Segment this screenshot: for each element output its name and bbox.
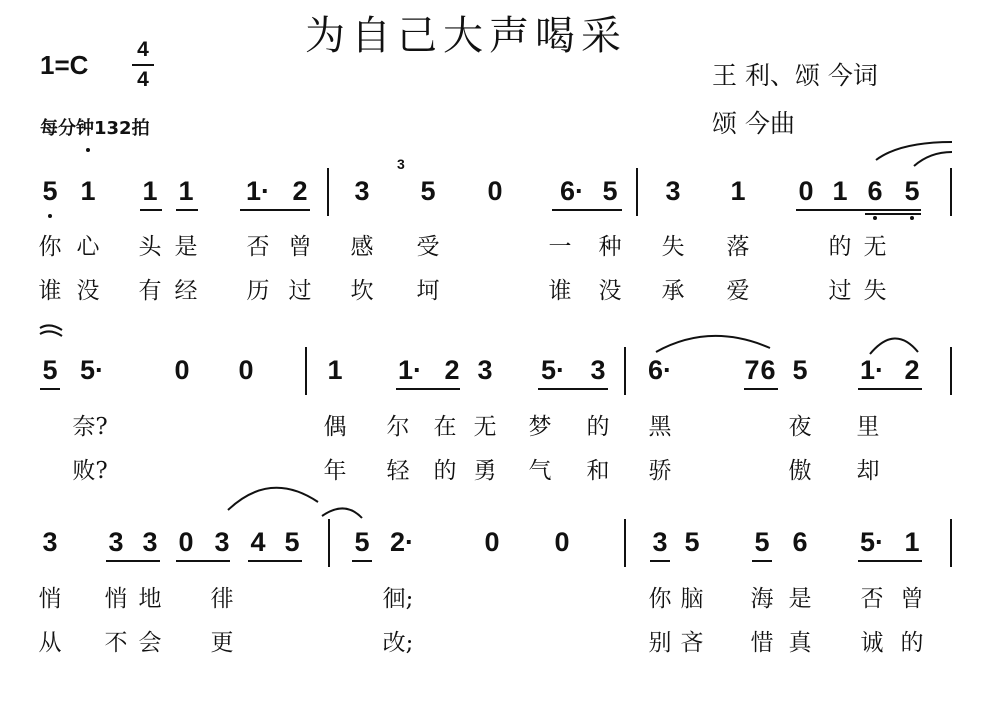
lyric: 却 — [856, 458, 880, 484]
note: 2 — [444, 355, 460, 385]
barline — [327, 168, 329, 216]
note: 0 — [798, 176, 814, 206]
lyric: 你 — [38, 234, 62, 260]
staff-row-3 — [0, 527, 1000, 582]
lyric: 诚 — [860, 630, 884, 656]
underline — [858, 388, 922, 390]
lyric: 无 — [863, 234, 887, 260]
tempo-marking: 每分钟132拍 — [40, 118, 150, 139]
lyric: 脑 — [680, 586, 704, 612]
underline — [176, 560, 230, 562]
lyrics-row-2-verse-2 — [0, 452, 1000, 482]
time-signature-bottom: 4 — [137, 68, 149, 91]
note: 1 — [904, 527, 920, 557]
note: 6· — [559, 176, 585, 206]
lyric: 无 — [473, 414, 497, 440]
lyric: 尔 — [386, 414, 410, 440]
lyric: 黑 — [648, 414, 672, 440]
lyric: 败? — [72, 458, 108, 484]
lyric: 别 — [648, 630, 672, 656]
underline — [396, 388, 460, 390]
lyric: 不 — [104, 630, 128, 656]
note: 1 — [832, 176, 848, 206]
underline — [140, 209, 162, 211]
note: 0 — [178, 527, 194, 557]
time-signature — [128, 38, 158, 92]
lyric: 过 — [288, 278, 312, 304]
lyric: 承 — [661, 278, 685, 304]
note: 0 — [484, 527, 500, 557]
note: 2· — [389, 527, 415, 557]
underline — [744, 388, 778, 390]
note: 6 — [867, 176, 883, 206]
lyric: 否 — [860, 586, 884, 612]
lyric: 种 — [598, 234, 622, 260]
lyric: 你 — [648, 586, 672, 612]
note: 6· — [647, 355, 673, 385]
high-octave-dot — [86, 148, 90, 152]
note: 1 — [730, 176, 746, 206]
note: 0 — [554, 527, 570, 557]
note: 3 — [42, 527, 58, 557]
lyric: 受 — [416, 234, 440, 260]
note: 7 — [744, 355, 760, 385]
lyric: 奈? — [72, 414, 108, 440]
lyric: 过 — [828, 278, 852, 304]
song-title: 为自己大声喝采 — [305, 13, 627, 59]
lyric: 傲 — [788, 458, 812, 484]
lyric: 没 — [598, 278, 622, 304]
note: 3 — [590, 355, 606, 385]
note: 5· — [859, 527, 885, 557]
lyric: 心 — [76, 234, 100, 260]
note: 1 — [178, 176, 194, 206]
tie-arc — [914, 152, 952, 166]
note: 2 — [904, 355, 920, 385]
tie-arc — [656, 336, 770, 352]
lyric: 曾 — [900, 586, 924, 612]
note: 6 — [792, 527, 808, 557]
underline — [858, 560, 922, 562]
note: 4 — [250, 527, 266, 557]
note: 1 — [142, 176, 158, 206]
lyric: 失 — [661, 234, 685, 260]
lyric: 经 — [174, 278, 198, 304]
note: 1· — [245, 176, 271, 206]
lyric: 海 — [750, 586, 774, 612]
lyrics-row-3-verse-1 — [0, 580, 1000, 610]
lyric: 徊; — [382, 586, 414, 612]
note: 1 — [327, 355, 343, 385]
barline — [328, 519, 330, 567]
underline — [248, 560, 302, 562]
note: 1 — [80, 176, 96, 206]
underline — [552, 209, 622, 211]
note: 1· — [397, 355, 423, 385]
lyric: 一 — [548, 234, 572, 260]
lyricist-credit: 王 利、颂 今词 — [712, 61, 878, 90]
lyric: 在 — [433, 414, 457, 440]
grace-note: 3 — [397, 156, 405, 172]
time-signature-divider — [132, 64, 154, 66]
underline — [106, 560, 160, 562]
lyric: 落 — [726, 234, 750, 260]
note: 5 — [354, 527, 370, 557]
lyric: 有 — [138, 278, 162, 304]
note: 3 — [665, 176, 681, 206]
barline — [624, 347, 626, 395]
lyric: 年 — [323, 458, 347, 484]
lyric: 夜 — [788, 414, 812, 440]
lyric: 里 — [856, 414, 880, 440]
lyric: 失 — [863, 278, 887, 304]
underline — [40, 388, 60, 390]
barline — [950, 519, 952, 567]
lyric: 从 — [38, 630, 62, 656]
tie-arc — [40, 325, 62, 330]
lyric: 偶 — [323, 414, 347, 440]
lyric: 梦 — [528, 414, 552, 440]
lyric: 谁 — [38, 278, 62, 304]
time-signature-top: 4 — [137, 38, 149, 61]
note: 5 — [42, 355, 58, 385]
lyric: 头 — [138, 234, 162, 260]
lyric: 历 — [246, 278, 270, 304]
lyric: 爱 — [726, 278, 750, 304]
note: 5 — [754, 527, 770, 557]
note: 3 — [142, 527, 158, 557]
tie-arc — [40, 331, 62, 336]
key-signature: 1=C — [40, 50, 89, 80]
lyric: 更 — [210, 630, 234, 656]
lyric: 是 — [174, 234, 198, 260]
note: 3 — [652, 527, 668, 557]
note: 5· — [79, 355, 105, 385]
note: 5· — [540, 355, 566, 385]
lyric: 和 — [586, 458, 610, 484]
note: 6 — [760, 355, 776, 385]
barline — [950, 168, 952, 216]
lyric: 的 — [900, 630, 924, 656]
lyric: 徘 — [210, 586, 234, 612]
lyric: 曾 — [288, 234, 312, 260]
staff-row-1 — [0, 156, 1000, 231]
note: 5 — [284, 527, 300, 557]
underline — [352, 560, 372, 562]
note: 3 — [354, 176, 370, 206]
note: 5 — [792, 355, 808, 385]
tie-arc — [228, 488, 318, 510]
note: 5 — [904, 176, 920, 206]
lyric: 惜 — [750, 630, 774, 656]
lyric: 地 — [138, 586, 162, 612]
lyric: 悄 — [104, 586, 128, 612]
underline — [752, 560, 772, 562]
underline — [796, 209, 921, 211]
tie-arc — [870, 338, 918, 354]
lyric: 轻 — [386, 458, 410, 484]
lyric: 否 — [246, 234, 270, 260]
barline — [950, 347, 952, 395]
note: 3 — [214, 527, 230, 557]
underline — [538, 388, 608, 390]
lyric: 坎 — [350, 278, 374, 304]
lyrics-row-2-verse-1 — [0, 408, 1000, 438]
staff-row-2 — [0, 355, 1000, 410]
composer-credit: 颂 今曲 — [712, 109, 795, 138]
note: 0 — [238, 355, 254, 385]
lyric: 的 — [433, 458, 457, 484]
note: 2 — [292, 176, 308, 206]
lyric: 是 — [788, 586, 812, 612]
tie-arc — [876, 142, 952, 160]
barline — [636, 168, 638, 216]
low-octave-dot — [873, 216, 877, 220]
lyric: 的 — [586, 414, 610, 440]
note: 5 — [420, 176, 436, 206]
lyric: 气 — [528, 458, 552, 484]
lyric: 勇 — [473, 458, 497, 484]
note: 3 — [477, 355, 493, 385]
lyric: 吝 — [680, 630, 704, 656]
underline — [176, 209, 198, 211]
note: 0 — [487, 176, 503, 206]
underline — [240, 209, 310, 211]
lyric: 真 — [788, 630, 812, 656]
lyric: 会 — [138, 630, 162, 656]
lyric: 骄 — [648, 458, 672, 484]
note: 5 — [684, 527, 700, 557]
barline — [624, 519, 626, 567]
low-octave-dot — [910, 216, 914, 220]
low-octave-dot — [48, 214, 52, 218]
lyric: 没 — [76, 278, 100, 304]
lyrics-row-3-verse-2 — [0, 624, 1000, 654]
barline — [305, 347, 307, 395]
lyric: 的 — [828, 234, 852, 260]
note: 5 — [602, 176, 618, 206]
lyrics-row-1-verse-1 — [0, 228, 1000, 258]
lyric: 坷 — [416, 278, 440, 304]
lyric: 悄 — [38, 586, 62, 612]
note: 3 — [108, 527, 124, 557]
lyric: 谁 — [548, 278, 572, 304]
lyrics-row-1-verse-2 — [0, 272, 1000, 302]
lyric: 改; — [382, 630, 414, 656]
note: 5 — [42, 176, 58, 206]
tie-arc — [322, 508, 362, 518]
underline — [650, 560, 670, 562]
lyric: 感 — [350, 234, 374, 260]
note: 1· — [859, 355, 885, 385]
underline — [865, 213, 921, 215]
note: 0 — [174, 355, 190, 385]
